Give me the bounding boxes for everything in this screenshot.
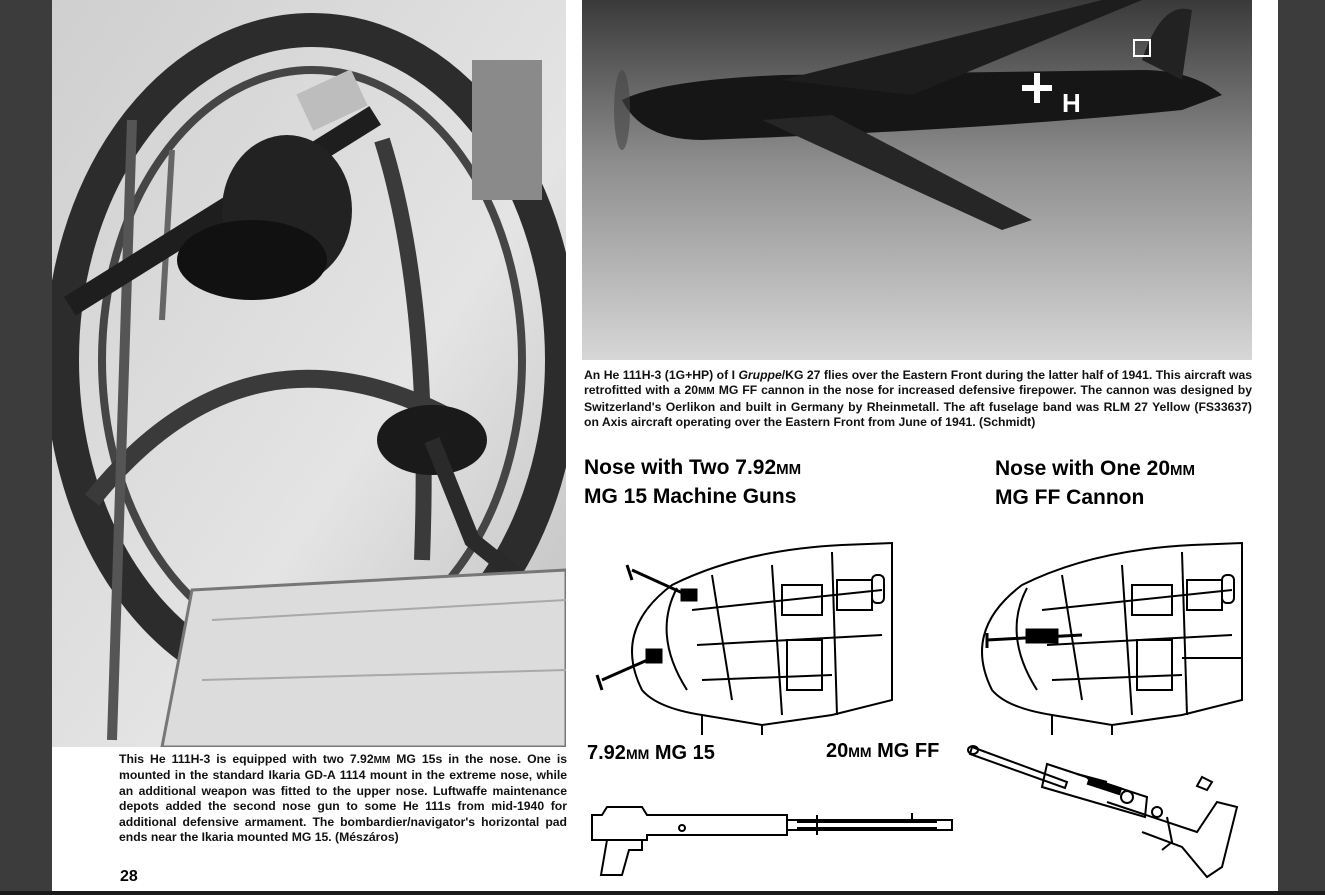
- nose-two-mg15-drawing: [582, 540, 902, 735]
- caption-left-part2: MG 15s in the nose. One is mounted in the standard Ikaria GD-A 1114 mount in the extreme nose, while an additional weapon was fitted to the upper nose. Luftwaffe maintenance depots added the second nose gun to some He 111s from mid-1940 for additional defensive armament. The bombardier/navigator's horizontal pad ends near the Ikaria mounted MG 15. (Mészáros): [119, 752, 567, 845]
- caption-right-italic: Gruppe: [738, 368, 782, 382]
- caption-left-part1: This He 111H-3 is equipped with two 7.92: [119, 752, 374, 766]
- mgff-label: [826, 740, 939, 763]
- book-page: [52, 0, 1278, 891]
- flight-photo-caption: [584, 368, 1252, 431]
- heading-left-mm: MM: [776, 461, 802, 478]
- mg15-label-a: 7.92: [587, 742, 626, 764]
- caption-right-part3: MG FF cannon in the nose for increased defensive firepower. The cannon was designed by Switzerland's Oerlikon and built in Germany by Rheinmetall. The aft fuselage band was RLM 27 Yellow (FS33637) on Axis aircraft operating over the Eastern Front from June of 1941. (Schmidt): [584, 383, 1252, 430]
- caption-right-mm: MM: [698, 386, 715, 398]
- heading-right-line2: MG FF Cannon: [995, 486, 1145, 509]
- mg15-label: [587, 742, 715, 765]
- heading-left-line1: Nose with Two 7.92: [584, 456, 777, 479]
- mgff-label-a: 20: [826, 740, 849, 762]
- heading-one-mgff: [995, 455, 1195, 511]
- caption-right-part2: /KG 27 flies over the Eastern Front during the latter half of 1941. This aircraft was retrofitted with a 20: [584, 368, 1252, 398]
- caption-right-part1: An He 111H-3 (1G+HP) of I: [584, 368, 739, 382]
- mg15-gun-drawing: [587, 795, 962, 880]
- mgff-cannon-drawing: [967, 742, 1247, 884]
- mgff-label-b: MG FF: [871, 740, 940, 762]
- mg15-label-b: MG 15: [649, 742, 715, 764]
- heading-right-line1: Nose with One 20: [995, 457, 1171, 480]
- page-number: 28: [120, 868, 138, 885]
- heading-two-mg15: [584, 454, 801, 510]
- nose-one-mgff-drawing: [932, 540, 1252, 735]
- viewer-right-margin: [1278, 0, 1325, 895]
- heading-left-line2: MG 15 Machine Guns: [584, 485, 797, 508]
- nose-gun-photo-caption: [119, 752, 567, 845]
- mgff-label-mm: MM: [848, 744, 872, 760]
- caption-left-mm: MM: [373, 755, 391, 766]
- viewer-bottom-edge: [0, 891, 1325, 895]
- heading-right-mm: MM: [1170, 462, 1196, 479]
- viewer-left-margin: [0, 0, 52, 895]
- aircraft-marking-letter: H: [1062, 88, 1081, 118]
- mg15-label-mm: MM: [625, 746, 650, 762]
- he111-in-flight-photo: [582, 0, 1252, 360]
- nose-gun-photo: [52, 0, 566, 747]
